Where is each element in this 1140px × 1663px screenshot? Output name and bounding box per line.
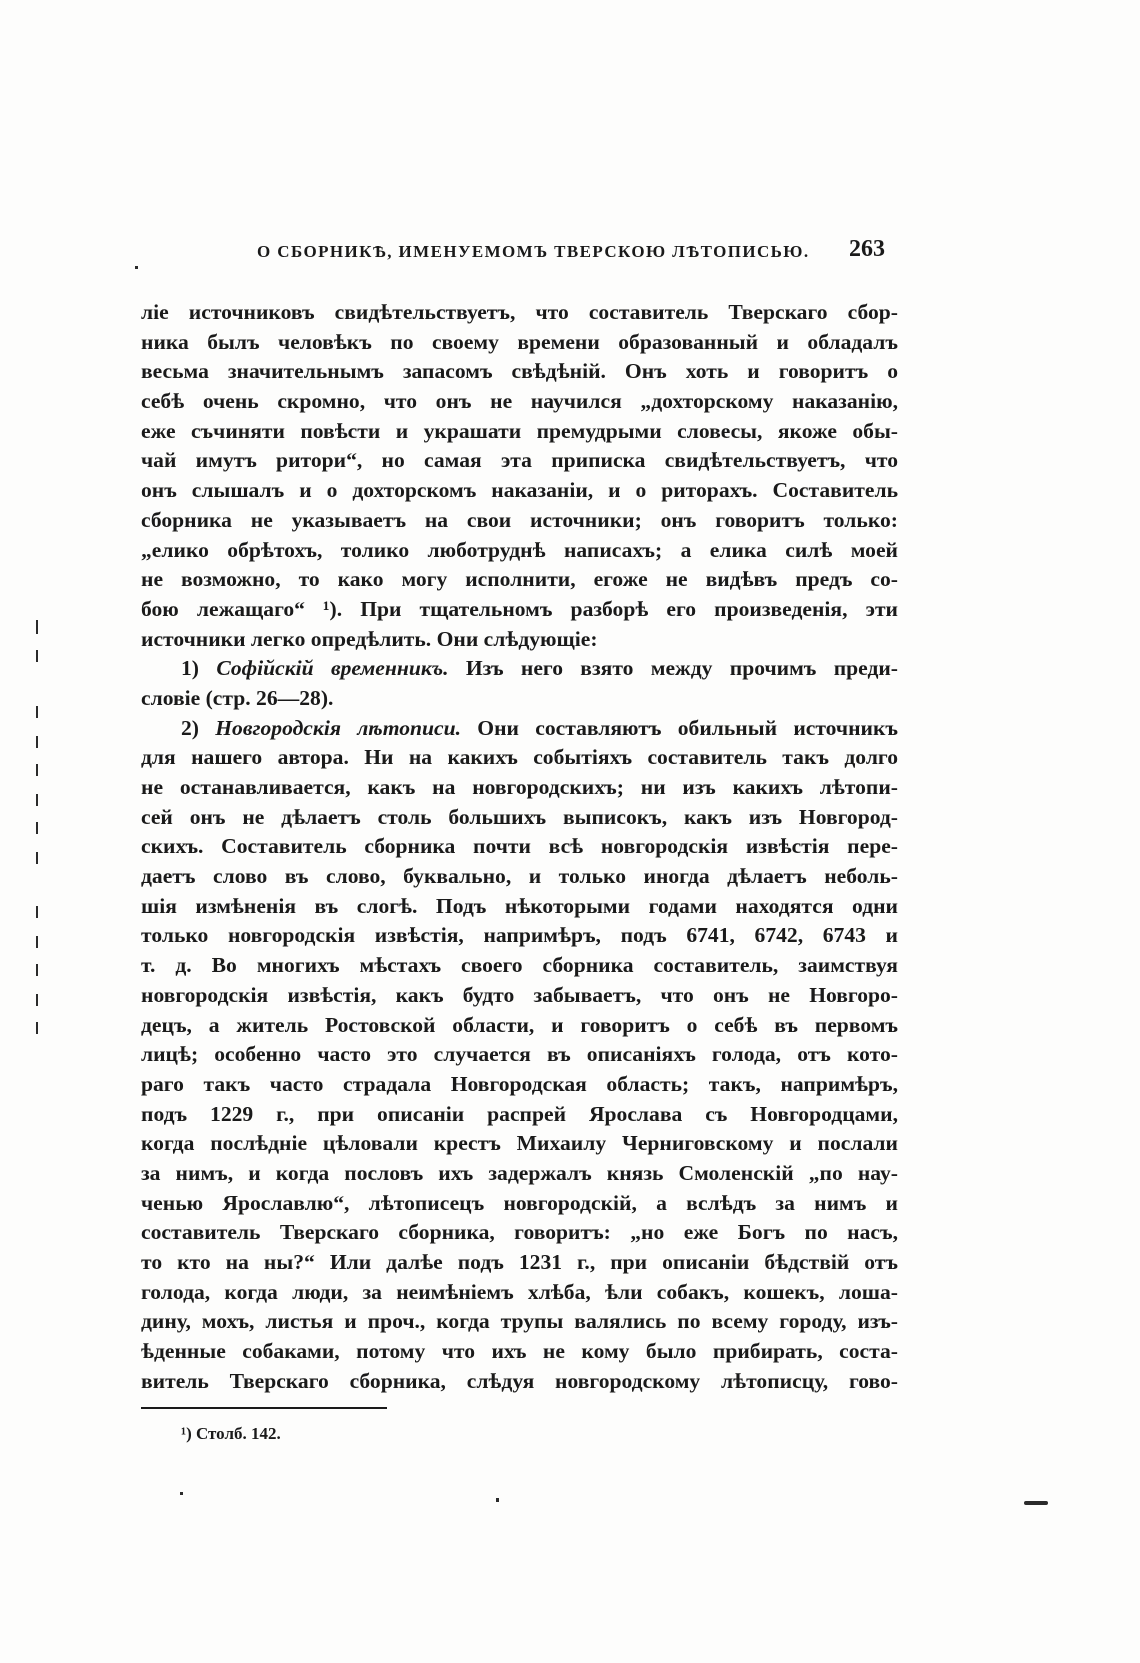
running-title: О СБОРНИКѢ, ИМЕНУЕМОМЪ ТВЕРСКОЮ ЛѢТОПИСЬЮ. [257, 242, 810, 261]
text-line [141, 743, 898, 773]
text-segment: сей онъ не дѣлаетъ столь большихъ выписокъ, какъ изъ Новгород- [141, 804, 898, 829]
text-segment: не останавливается, какъ на новгородскихъ; ни изъ какихъ лѣтопи- [141, 775, 898, 799]
text-line [141, 565, 898, 595]
scan-tick [36, 852, 38, 864]
text-segment: за нимъ, и когда пословъ ихъ задержалъ князь Смоленскій „по нау- [141, 1160, 898, 1185]
scan-tick [36, 736, 38, 748]
text-line [141, 1100, 898, 1130]
text-line [141, 654, 898, 684]
scan-dash [1024, 1501, 1048, 1505]
text-segment: ченью Ярославлю“, лѣтописецъ новгородскій, а вслѣдъ за нимъ и [141, 1190, 898, 1215]
text-segment: когда послѣдніе цѣловали крестъ Михаилу Черниговскому и послали [141, 1131, 898, 1156]
text-segment: скихъ. Составитель сборника почти всѣ новгородскія извѣстія пере- [141, 834, 898, 859]
text-line [141, 892, 898, 922]
text-line [141, 684, 898, 714]
text-line [141, 595, 898, 625]
text-segment: еже съчиняти повѣсти и украшати премудрыми словесы, якоже обы- [141, 418, 898, 443]
body-text [141, 298, 898, 1396]
text-line [141, 1189, 898, 1219]
text-line [141, 328, 898, 358]
text-segment: витель Тверскаго сборника, слѣдуя новгородскому лѣтописцу, гово- [141, 1368, 898, 1393]
text-segment: Изъ него взято между прочимъ преди- [448, 656, 898, 681]
text-segment: сборника не указываетъ на свои источники; онъ говоритъ только: [141, 507, 898, 532]
text-segment: т. д. Во многихъ мѣстахъ своего сборника составитель, заимствуя [141, 953, 898, 978]
scan-tick [36, 706, 38, 718]
text-segment: новгородскія извѣстія, какъ будто забываетъ, что онъ не Новгоро- [141, 982, 898, 1007]
text-line [141, 1278, 898, 1308]
text-segment: дину, мохъ, листья и проч., когда трупы валялись по всему городу, изъ- [141, 1309, 898, 1334]
footnote: ¹) Столб. 142. [181, 1424, 281, 1443]
text-line [141, 832, 898, 862]
scan-tick [36, 906, 38, 918]
footnote-rule [141, 1407, 387, 1409]
scan-tick [36, 936, 38, 948]
scan-tick [36, 822, 38, 834]
text-segment: чай имутъ ритори“, но самая эта приписка свидѣтельствуетъ, что [141, 448, 898, 473]
text-segment: „елико обрѣтохъ, толико люботруднѣ написахъ; а елика силѣ моей [141, 537, 898, 562]
text-line [141, 1307, 898, 1337]
running-header [243, 236, 885, 266]
text-line [141, 1218, 898, 1248]
text-line [141, 357, 898, 387]
scan-tick [36, 964, 38, 976]
text-segment: 2) [181, 715, 216, 740]
text-segment: не возможно, то како могу исполнити, егоже не видѣвъ предъ со- [141, 567, 898, 592]
text-line [141, 1367, 898, 1397]
text-line [141, 387, 898, 417]
text-line [141, 536, 898, 566]
text-segment: Они составляютъ обильный источникъ [461, 715, 898, 740]
italic-source-title: Новгородскія лѣтописи. [215, 715, 462, 740]
text-segment: раго такъ часто страдала Новгородская область; такъ, напримѣръ, [141, 1071, 898, 1096]
text-segment: себѣ очень скромно, что онъ не научился „дохторскому наказанію, [141, 389, 898, 414]
text-line [141, 803, 898, 833]
text-line [141, 476, 898, 506]
text-segment: ѣденные собаками, потому что ихъ не кому было прибирать, соста- [141, 1339, 898, 1364]
text-line [141, 921, 898, 951]
text-segment: подъ 1229 г., при описаніи распрей Ярослава съ Новгородцами, [141, 1101, 898, 1126]
scan-tick [36, 620, 38, 634]
text-segment: составитель Тверскаго сборника, говоритъ: „но еже Богъ по насъ, [141, 1220, 898, 1245]
text-line [141, 506, 898, 536]
text-line [141, 1040, 898, 1070]
text-segment: ника былъ человѣкъ по своему времени образованный и обладалъ [141, 329, 898, 354]
text-segment: ліе источниковъ свидѣтельствуетъ, что составитель Тверскаго сбор- [141, 300, 898, 324]
text-line [141, 1011, 898, 1041]
text-line [141, 1129, 898, 1159]
text-line [141, 1337, 898, 1367]
text-segment: источники легко опредѣлить. Они слѣдующіе: [141, 626, 598, 651]
text-segment: то кто на ны?“ Или далѣе подъ 1231 г., при описаніи бѣдствій отъ [141, 1250, 898, 1274]
text-line [141, 951, 898, 981]
text-line [141, 1070, 898, 1100]
scan-speck [496, 1498, 499, 1502]
text-line [141, 773, 898, 803]
text-line [141, 981, 898, 1011]
text-line [141, 446, 898, 476]
scan-tick [36, 794, 38, 806]
text-segment: 1) [181, 656, 217, 681]
scan-tick [36, 764, 38, 776]
text-line [141, 862, 898, 892]
text-line [141, 417, 898, 447]
scan-speck [180, 1492, 183, 1495]
scan-tick [36, 994, 38, 1006]
scan-tick [36, 1022, 38, 1034]
italic-source-title: Софійскій временникъ. [216, 656, 449, 681]
text-line [141, 1248, 898, 1278]
text-segment: онъ слышалъ и о дохторскомъ наказаніи, и о риторахъ. Составитель [141, 478, 898, 503]
text-segment: словіе (стр. 26—28). [141, 685, 334, 710]
text-line [141, 1159, 898, 1189]
text-segment: голода, когда люди, за неимѣніемъ хлѣба, ѣли собакъ, кошекъ, лоша- [141, 1279, 898, 1304]
text-segment: весьма значительнымъ запасомъ свѣдѣній. Онъ хоть и говоритъ о [141, 359, 898, 384]
text-line [141, 625, 898, 655]
text-segment: для нашего автора. Ни на какихъ событіяхъ составитель такъ долго [141, 745, 898, 770]
text-segment: бою лежащаго“ ¹). При тщательномъ разборѣ его произведенія, эти [141, 596, 898, 621]
scan-speck [135, 266, 138, 269]
scan-tick [36, 650, 38, 662]
text-segment: даетъ слово въ слово, буквально, и только иногда дѣлаетъ неболь- [141, 864, 898, 889]
page-number: 263 [849, 236, 885, 262]
text-line [141, 298, 898, 328]
text-segment: шія измѣненія въ слогѣ. Подъ нѣкоторыми годами находятся одни [141, 893, 898, 918]
text-segment: только новгородскія извѣстія, напримѣръ, подъ 6741, 6742, 6743 и [141, 923, 898, 948]
text-line [141, 714, 898, 744]
text-segment: децъ, а житель Ростовской области, и говоритъ о себѣ въ первомъ [141, 1012, 898, 1037]
text-segment: лицѣ; особенно часто это случается въ описаніяхъ голода, отъ кото- [141, 1042, 898, 1067]
